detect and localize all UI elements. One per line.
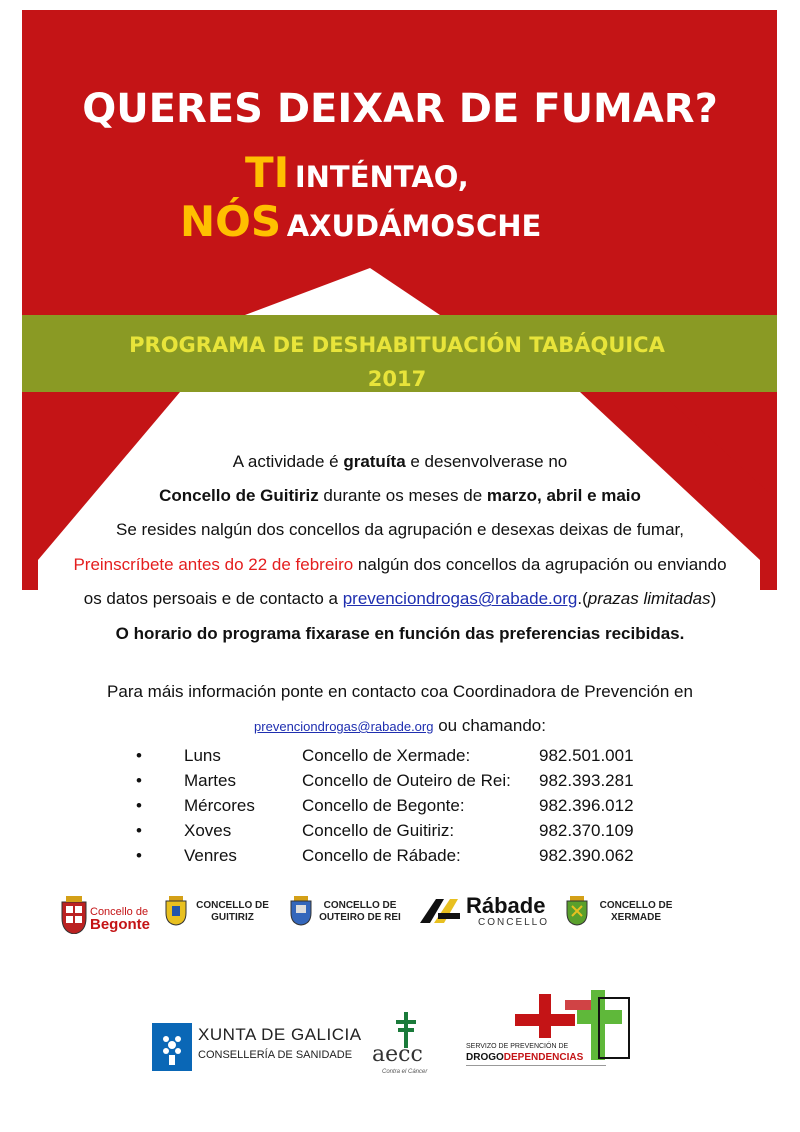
email-link-2[interactable]: prevenciondrogas@rabade.org <box>254 719 434 734</box>
servizo-divider <box>466 1065 606 1066</box>
schedule-row: • Xoves Concello de Guitiriz: 982.370.109 <box>136 821 634 840</box>
rabade-label-b: CONCELLO <box>478 917 550 928</box>
body-line-6: O horario do programa fixarase en función das preferencias recibidas. <box>115 624 685 643</box>
outeiro-label: CONCELLO DE OUTEIRO DE REI <box>319 900 401 923</box>
program-title: PROGRAMA DE DESHABITUACIÓN TABÁQUICA <box>129 333 665 357</box>
body-line-5: os datos persoais e de contacto a prevenciondrogas@rabade.org.(prazas limitadas) <box>83 589 717 608</box>
aecc-label: aecc <box>372 1042 423 1067</box>
xermade-label: CONCELLO DE XERMADE <box>599 900 673 923</box>
body-line-7: Para máis información ponte en contacto coa Coordinadora de Prevención en <box>107 682 693 701</box>
outeiro-shield-icon <box>290 896 312 926</box>
schedule-row: • Luns Concello de Xermade: 982.501.001 <box>136 746 634 765</box>
body-line-1: A actividade é gratuíta e desenvolverase no <box>232 452 568 471</box>
body-line-3: Se resides nalgún dos concellos da agrupación e desexas deixas de fumar, <box>116 520 684 539</box>
email-link[interactable]: prevenciondrogas@rabade.org <box>342 589 578 608</box>
schedule-table <box>136 746 634 871</box>
schedule-row: • Venres Concello de Rábade: 982.390.062 <box>136 846 634 865</box>
headline-line3 <box>180 197 541 246</box>
schedule-row: • Mércores Concello de Begonte: 982.396.012 <box>136 796 634 815</box>
program-year: 2017 <box>367 367 427 391</box>
body-line-4: Preinscríbete antes do 22 de febreiro nalgún dos concellos da agrupación ou enviando <box>73 555 727 574</box>
body-line-8: prevenciondrogas@rabade.org ou chamando: <box>254 716 546 735</box>
servizo-label-a: SERVIZO DE PREVENCIÓN DE <box>466 1043 569 1050</box>
guitiriz-label: CONCELLO DE GUITIRIZ <box>196 900 269 923</box>
begonte-label-b: Begonte <box>90 916 150 933</box>
headline-intentao: INTÉNTAO, <box>294 160 469 194</box>
headline-axudamosche: AXUDÁMOSCHE <box>286 209 542 243</box>
xunta-label: XUNTA DE GALICIA <box>198 1025 362 1044</box>
xermade-shield-icon <box>566 896 588 926</box>
guitiriz-shield-icon <box>165 896 187 926</box>
xunta-sub-label: CONSELLERÍA DE SANIDADE <box>198 1049 353 1061</box>
begonte-shield-icon <box>60 896 88 934</box>
aecc-sub-label: Contra el Cáncer <box>382 1069 428 1075</box>
headline-nos: NÓS <box>180 197 282 246</box>
xunta-flag-icon <box>152 1023 192 1071</box>
headline-line2 <box>245 148 469 197</box>
headline-line1: QUERES DEIXAR DE FUMAR? <box>82 86 718 132</box>
rabade-label-a: Rábade <box>466 893 546 918</box>
servizo-label-b: DROGODEPENDENCIAS <box>466 1052 584 1063</box>
rabade-logo-icon <box>418 893 462 927</box>
body-line-2: Concello de Guitiriz durante os meses de marzo, abril e maio <box>159 486 641 505</box>
begonte-label-a: Concello de <box>90 906 149 918</box>
headline-ti: TI <box>245 148 290 197</box>
schedule-row: • Martes Concello de Outeiro de Rei: 982.393.281 <box>136 771 634 790</box>
